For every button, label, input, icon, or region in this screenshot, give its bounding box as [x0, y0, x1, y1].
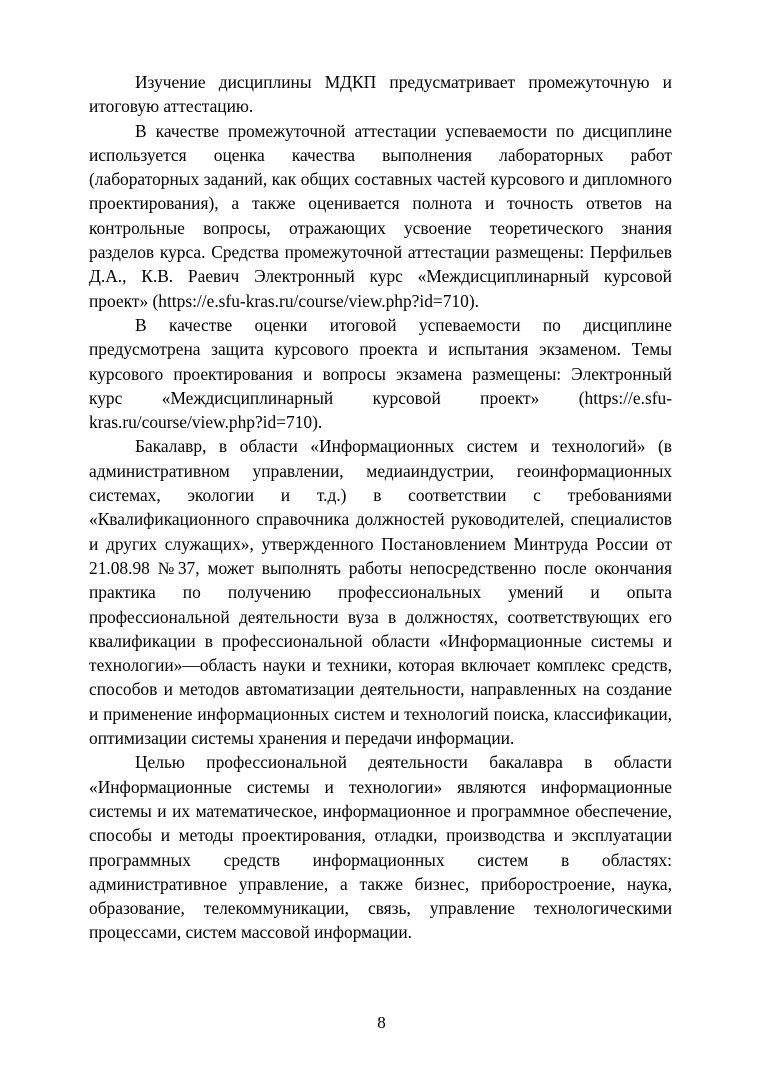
paragraph-final-attestation: В качестве оценки итоговой успеваемости по дисциплине предусмотрена защита курсового проекта и испытания экзаменом. Темы курсового проектирования и вопросы экзамена размещены: Электронный курс «Междисциплинарный курсовой проект» (https://e.sfu-kras.ru/course/view.php?id=710).	[89, 314, 672, 433]
paragraph-intermediate-attestation: В качестве промежуточной аттестации успеваемости по дисциплине используется оценка качества выполнения лабораторных работ (лабораторных заданий, как общих составных частей курсового и дипломного проектирования), а также оценивается полнота и точность ответов на контрольные вопросы, отражающих усвоение теоретического знания разделов курса. Средства промежуточной аттестации размещены: Перфильев Д.А., К.В. Раевич Электронный курс «Междисциплинарный курсовой проект» (https://e.sfu-kras.ru/course/view.php?id=710).	[89, 120, 672, 311]
paragraph-professional-goal: Целью профессиональной деятельности бакалавра в области «Информационные системы и технологии» являются информационные системы и их математическое, информационное и программное обеспечение, способы и методы проектирования, отладки, производства и эксплуатации программных средств информационных систем в областях: административное управление, а также бизнес, приборостроение, наука, образование, телекоммуникации, связь, управление технологическими процессами, систем массовой информации.	[89, 752, 672, 943]
paragraph-bachelor-qualification: Бакалавр, в области «Информационных систем и технологий» (в административном управлении, медиаиндустрии, геоинформационных системах, экологии и т.д.) в соответствии с требованиями «Квалификационного справочника должностей руководителей, специалистов и других служащих», утвержденного Постановлением Минтруда России от 21.08.98 №37, может выполнять работы непосредственно после окончания практика по получению профессиональных умений и опыта профессиональной деятельности вуза в должностях, соответствующих его квалификации в профессиональной области «Информационные системы и технологии»—область науки и техники, которая включает комплекс средств, способов и методов автоматизации деятельности, направленных на создание и применение информационных систем и технологий поиска, классификации, оптимизации системы хранения и передачи информации.	[89, 436, 672, 749]
page-number: 8	[377, 1013, 386, 1032]
paragraph-attestation-intro: Изучение дисциплины МДКП предусматривает промежуточную и итоговую аттестацию.	[89, 72, 672, 117]
document-body	[89, 70, 672, 945]
